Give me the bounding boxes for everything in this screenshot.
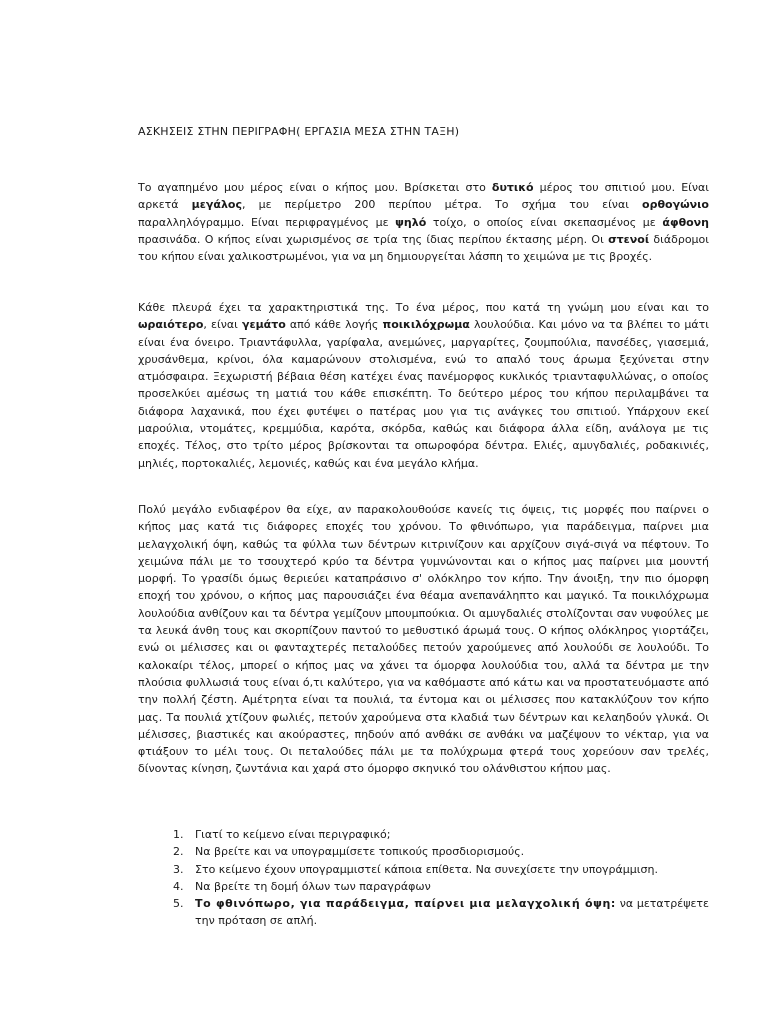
p1-bold-3: ορθογώνιο (642, 198, 709, 212)
question-item (138, 895, 709, 930)
question-bold-text: Το φθινόπωρο, για παράδειγμα, παίρνει μια μελαγχολική όψη: (195, 897, 616, 911)
p2-bold-1: ωραιότερο (138, 318, 204, 332)
p2-text-4: λουλούδια. Και μόνο να τα βλέπει το μάτι είναι ένα όνειρο. Τριαντάφυλλα, γαρίφαλα, ανεμώνες, μαργαρίτες, ζουμπούλια, πανσέδες, γιασεμιά, χρυσάνθεμα, κρίνοι, όλα καμαρώνουν στολισμένα, ενώ το απαλό τους άρωμα ξεχύνεται στην ατμόσφαιρα. Ξεχωριστή βέβαια θέση κατέχει ένας πανέμορφος κυκλικός τριανταφυλλώνας, ο οποίος προσελκύει αμέσως τη ματιά του κάθε επισκέπτη. Το δεύτερο μέρος του κήπου περιλαμβάνει τα διάφορα λαχανικά, που έχει φυτέψει ο πατέρας μου για τις ανάγκες του σπιτιού. Υπάρχουν εκεί μαρούλια, ντομάτες, κρεμμύδια, καρότα, σκόρδα, καθώς και διάφορα άλλα είδη, ανάλογα με τις εποχές. Τέλος, στο τρίτο μέρος βρίσκονται τα οπωροφόρα δέντρα. Ελιές, αμυγδαλιές, ροδακινιές, μηλιές, πορτοκαλιές, λεμονιές, καθώς και ένα μεγάλο κλήμα. (138, 318, 710, 470)
question-text: Να βρείτε και να υπογραμμίσετε τοπικούς προσδιορισμούς. (195, 845, 525, 859)
paragraph-1 (138, 179, 709, 265)
question-number: 4. (173, 879, 184, 893)
p1-bold-6: στενοί (608, 232, 650, 246)
p1-text-5: τοίχο, ο οποίος είναι σκεπασμένος με (426, 215, 663, 229)
question-text: Να βρείτε τη δομή όλων των παραγράφων (195, 879, 431, 893)
question-item (138, 843, 709, 860)
p1-text-2: μέρος του σπιτιού μου. Είναι αρκετά (138, 181, 709, 212)
p2-text-3: από κάθε λογής (285, 318, 383, 332)
p1-text-4: παραλληλόγραμμο. Είναι περιφραγμένος με (138, 215, 396, 229)
p1-text-3: , με περίμετρο 200 περίπου μέτρα. Το σχήμα του είναι (241, 198, 643, 212)
p2-bold-2: γεμάτο (241, 318, 286, 332)
p1-text-1: Το αγαπημένο μου μέρος είναι ο κήπος μου. Βρίσκεται στο (138, 181, 492, 194)
document-title: ΑΣΚΗΣΕΙΣ ΣΤΗΝ ΠΕΡΙΓΡΑΦΗ( ΕΡΓΑΣΙΑ ΜΕΣΑ ΣΤΗΝ ΤΑΞΗ) (138, 125, 460, 138)
question-item (138, 861, 709, 878)
question-text: Στο κείμενο έχουν υπογραμμιστεί κάποια επίθετα. Να συνεχίσετε την υπογράμμιση. (195, 862, 658, 876)
question-number: 3. (173, 862, 184, 876)
question-item (138, 826, 709, 843)
p1-bold-2: μεγάλος (191, 198, 242, 212)
p1-bold-1: δυτικό (491, 181, 534, 194)
questions-list (138, 826, 709, 930)
p3-text: Πολύ μεγάλο ενδιαφέρον θα είχε, αν παρακολουθούσε κανείς τις όψεις, τις μορφές που παίρνει ο κήπος μας κατά τις διάφορες εποχές του χρόνου. Το φθινόπωρο, για παράδειγμα, παίρνει μια μελαγχολική όψη, καθώς τα φύλλα των δέντρων κιτρινίζουν και αρχίζουν σιγά-σιγά να πέφτουν. Το χειμώνα πάλι με το τσουχτερό κρύο τα δέντρα γυμνώνονται και ο κήπος μας παίρνει μια μουντή μορφή. Το γρασίδι όμως θεριεύει καταπράσινο σ' ολόκληρο τον κήπο. Την άνοιξη, την πιο όμορφη εποχή του χρόνου, ο κήπος μας παρουσιάζει ένα θέαμα ανεπανάληπτο και μαγικό. Τα ποικιλόχρωμα λουλούδια ανθίζουν και τα δέντρα γεμίζουν μπουμπούκια. Οι αμυγδαλιές στολίζονται σαν νυφούλες με τα λευκά άνθη τους και σκορπίζουν παντού το μεθυστικό άρωμά τους. Ο κήπος ολόκληρος γιορτάζει, ενώ οι μέλισσες και οι φανταχτερές πεταλούδες πετούν χαρούμενες από λουλούδι σε λουλούδι. Το καλοκαίρι τέλος, μπορεί ο κήπος μας να χάνει τα όμορφα λουλούδια του, αλλά τα δέντρα με την πλούσια φυλλωσιά τους είναι ό,τι καλύτερο, για να καθόμαστε από κάτω και να προστατευόμαστε από την πολλή ζέστη. Αμέτρητα είναι τα πουλιά, τα έντομα και οι μέλισσες που κατακλύζουν τον κήπο μας. Τα πουλιά χτίζουν φωλιές, πετούν χαρούμενα στα κλαδιά των δέντρων και κελαηδούν γλυκά. Οι μέλισσες, βιαστικές και ακούραστες, πηδούν από ανθάκι σε ανθάκι να μαζέψουν το νέκταρ, για να φτιάξουν το μέλι τους. Οι πεταλούδες πάλι με τα πολύχρωμα φτερά τους χορεύουν σαν τρελές, δίνοντας κίνηση, ζωντάνια και χαρά στο όμορφο σκηνικό του ολάνθιστου κήπου μας. (138, 503, 709, 776)
p1-bold-4: ψηλό (395, 215, 427, 229)
p1-text-6: πρασινάδα. Ο κήπος είναι χωρισμένος σε τρία της ίδιας περίπου έκτασης μέρη. Οι (138, 232, 609, 246)
paragraph-2 (138, 299, 709, 472)
p2-text-2: , είναι (203, 318, 242, 332)
question-text: Γιατί το κείμενο είναι περιγραφικό; (195, 828, 391, 841)
question-item (138, 878, 709, 895)
p1-bold-5: άφθονη (662, 215, 710, 229)
p1-text-7: διάδρομοι του κήπου είναι χαλικοστρωμένοι, για να μη δημιουργείται λάσπη το χειμώνα με τις βροχές. (138, 232, 710, 264)
paragraph-3 (138, 501, 709, 778)
p2-bold-3: ποικιλόχρωμα (382, 318, 470, 332)
question-number: 5. (173, 897, 184, 911)
question-number: 1. (173, 828, 184, 841)
question-text: να μετατρέψετε την πρόταση σε απλή. (195, 897, 710, 928)
question-number: 2. (173, 845, 184, 859)
p2-text-1: Κάθε πλευρά έχει τα χαρακτηριστικά της. Το ένα μέρος, που κατά τη γνώμη μου είναι και το (138, 301, 709, 314)
